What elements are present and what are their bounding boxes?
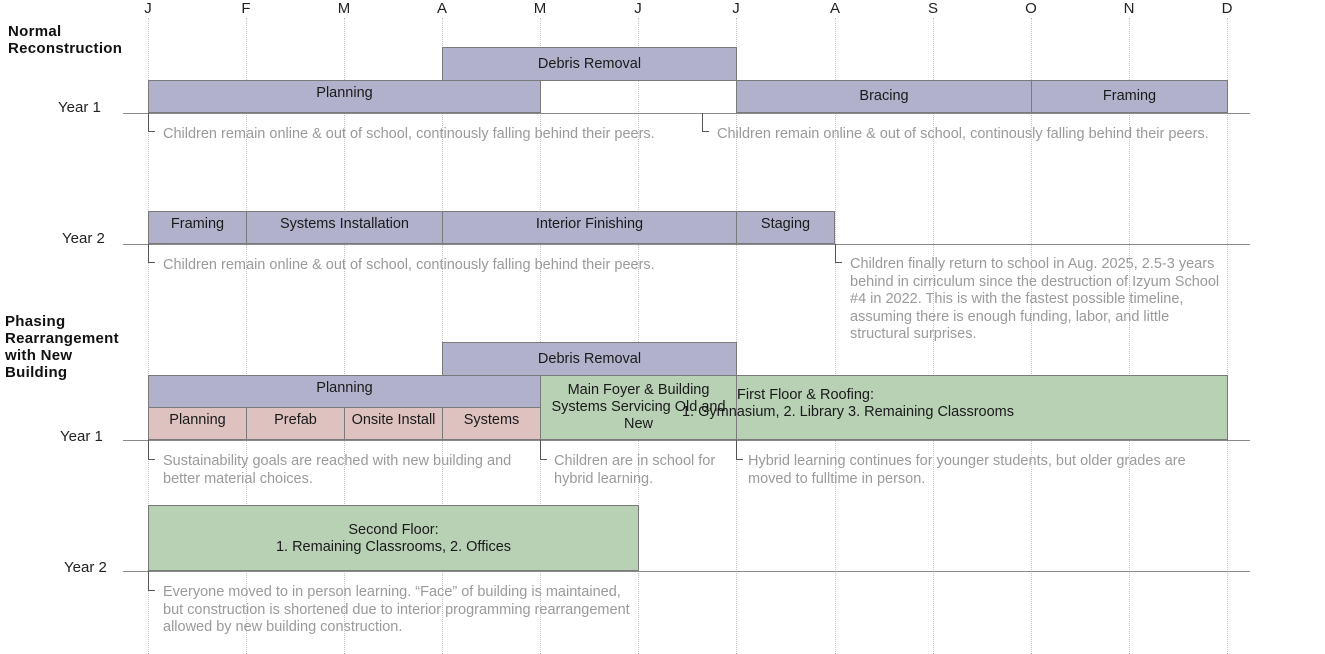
baseline <box>123 571 1250 572</box>
year-label: Year 1 <box>58 99 101 116</box>
note-bracket <box>540 440 547 460</box>
bar-interior-finishing: Interior Finishing <box>442 211 737 244</box>
note-text: Children remain online & out of school, continously falling behind their peers. <box>163 257 655 273</box>
bar-staging: Staging <box>736 211 835 244</box>
bar-debris-removal: Debris Removal <box>442 342 737 376</box>
note-bracket <box>148 571 155 591</box>
note-bracket <box>835 244 842 263</box>
month-label: J <box>634 0 642 17</box>
bar-items: 1. Remaining Classrooms, 2. Offices <box>275 539 512 555</box>
bar-items: 1. Gymnasium, 2. Library 3. Remaining Classrooms <box>682 404 1015 420</box>
note-bracket <box>148 113 155 132</box>
year-label: Year 2 <box>64 559 107 576</box>
bar-systems: Systems <box>442 407 541 440</box>
bar-onsite-install: Onsite Install <box>344 407 443 440</box>
note-text: Hybrid learning continues for younger students, but older grades are moved to fulltime in person. <box>748 453 1186 487</box>
bar-bracing: Bracing <box>736 80 1032 113</box>
baseline <box>123 244 1250 245</box>
bar-framing: Framing <box>1031 80 1228 113</box>
bar-planning: Planning <box>148 375 541 408</box>
bar-title: First Floor & Roofing: <box>737 387 874 403</box>
month-label: M <box>533 0 547 17</box>
bar-prefab: Prefab <box>246 407 345 440</box>
month-label: J <box>144 0 152 17</box>
bar-framing: Framing <box>148 211 247 244</box>
bar-planning: Planning <box>148 80 541 113</box>
note-bracket <box>148 244 155 263</box>
month-label: A <box>436 0 448 17</box>
baseline <box>123 113 1250 114</box>
bar-first-floor-roofing <box>682 375 1228 440</box>
bar-debris-removal: Debris Removal <box>442 47 737 81</box>
note-text: Children are in school for hybrid learning. <box>554 453 716 487</box>
month-label: O <box>1025 0 1037 17</box>
note-bracket <box>148 440 155 460</box>
year-label: Year 2 <box>62 230 105 247</box>
note-text: Children remain online & out of school, continously falling behind their peers. <box>163 126 655 142</box>
note-text: Children finally return to school in Aug. 2025, 2.5-3 years behind in cirriculum since the destruction of Izyum School #4 in 2022. This is with the fastest possible timeline, assuming there is enough funding, labor, and little structural surprises. <box>850 256 1220 342</box>
note-text: Sustainability goals are reached with new building and better material choices. <box>163 453 512 487</box>
note-bracket <box>736 440 743 460</box>
month-label: N <box>1123 0 1135 17</box>
month-label: A <box>829 0 841 17</box>
note-bracket <box>702 113 709 132</box>
month-label: F <box>241 0 251 17</box>
bar-sub-planning: Planning <box>148 407 247 440</box>
note-text: Children remain online & out of school, continously falling behind their peers. <box>717 126 1209 142</box>
bar-systems-installation: Systems Installation <box>246 211 443 244</box>
bar-second-floor <box>148 505 639 571</box>
section-title-phasing: Phasing Rearrangement with New Building <box>5 313 119 381</box>
section-title-normal: Normal Reconstruction <box>8 23 123 57</box>
bar-title: Second Floor: <box>348 522 439 538</box>
month-label: M <box>337 0 351 17</box>
month-label: J <box>732 0 740 17</box>
note-text: Everyone moved to in person learning. “Face” of building is maintained, but construction is shortened due to interior programming rearrangement allowed by new building construction. <box>163 584 630 635</box>
year-label: Year 1 <box>60 428 103 445</box>
baseline <box>123 440 1250 441</box>
bar-main-foyer: Main Foyer & Building Systems Servicing Old and New <box>540 375 737 440</box>
month-label: D <box>1221 0 1233 17</box>
month-label: S <box>927 0 939 17</box>
